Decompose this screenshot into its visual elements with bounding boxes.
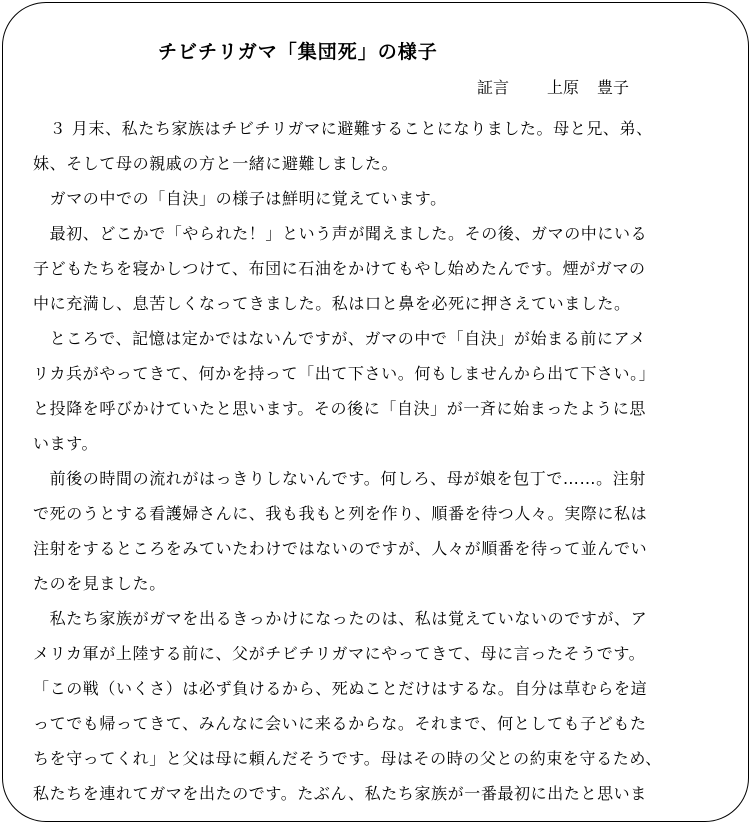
byline-given-name: 豊子 [597, 78, 630, 97]
text-line: 妹、そして母の親戚の方と一緒に避難しました。 [33, 154, 399, 173]
text-line: ガマの中での「自決」の様子は鮮明に覚えています。 [33, 189, 447, 208]
testimony-body [33, 111, 723, 811]
text-line: ところで、記憶は定かではないんですが、ガマの中で「自決」が始まる前にアメ [33, 329, 646, 348]
text-line: で死のうとする看護婦さんに、我も我もと列を作り、順番を待つ人々。実際に私は [33, 504, 648, 523]
text-line: ってでも帰ってきて、みんなに会いに来るからな。それまで、何としても子どもた [33, 714, 647, 733]
text-line: ３ 月末、私たち家族はチビチリガマに避難することになりました。母と兄、弟、 [33, 119, 653, 138]
byline [477, 75, 629, 98]
text-line: 私たち家族がガマを出るきっかけになったのは、私は覚えていないのですが、ア [33, 609, 648, 628]
byline-label: 証言 [477, 78, 510, 97]
text-line: 中に充満し、息苦しくなってきました。私は口と鼻を必死に押さえていました。 [33, 294, 631, 313]
text-line: 最初、どこかで「やられた！」という声が聞えました。その後、ガマの中にいる [33, 224, 648, 243]
text-line: たのを見ました。 [33, 574, 166, 593]
text-line: リカ兵がやってきて、何かを持って「出て下さい。何もしませんから出て下さい。」 [33, 364, 656, 383]
text-line: います。 [33, 434, 99, 453]
document-title: チビチリガマ「集団死」の様子 [158, 41, 438, 63]
text-line: と投降を呼びかけていたと思います。その後に「自決」が一斉に始まったように思 [33, 399, 646, 418]
testimony-frame [2, 2, 749, 822]
text-line: ちを守ってくれ」と父は母に頼んだそうです。母はその時の父との約束を守るため、 [33, 749, 662, 768]
text-line: メリカ軍が上陸する前に、父がチビチリガマにやってきて、母に言ったそうです。 [33, 644, 646, 663]
byline-surname: 上原 [547, 78, 580, 97]
text-line: 子どもたちを寝かしつけて、布団に石油をかけてもやし始めたんです。煙がガマの [33, 259, 646, 278]
text-line: 注射をするところをみていたわけではないのですが、人々が順番を待って並んでい [33, 539, 648, 558]
text-line: 私たちを連れてガマを出たのです。たぶん、私たち家族が一番最初に出たと思いま [33, 784, 647, 803]
text-line: 前後の時間の流れがはっきりしないんです。何しろ、母が娘を包丁で……。注射 [33, 469, 646, 488]
text-line: 「この戦（いくさ）は必ず負けるから、死ぬことだけはするな。自分は草むらを這 [33, 679, 648, 698]
